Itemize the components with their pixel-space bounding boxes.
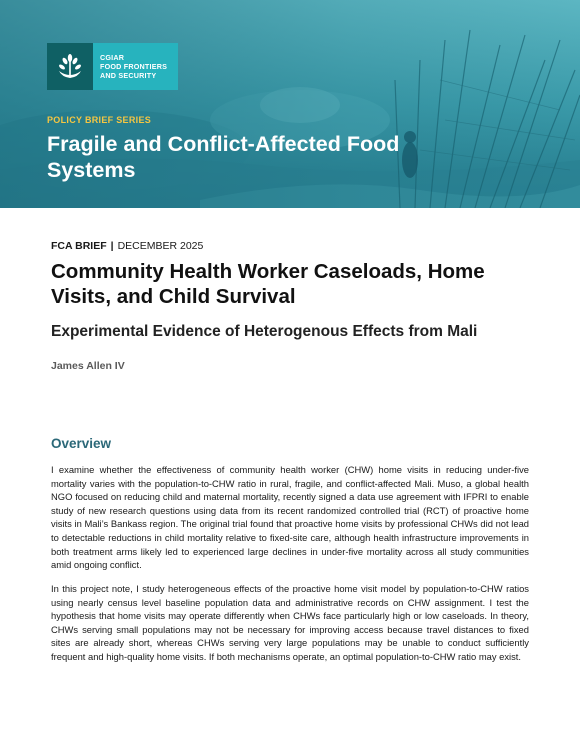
overview-paragraph-2: In this project note, I study heterogeneous effects of the proactive home visit model by population-to-CHW ratios using nearly census level baseline population data and administrative records on CHW assignment. I test the hypothesis that home visits may operate differently when CHWs face particularly high or low caseloads. In theory, CHWs serving small populations may not be necessary for improving access because travel distances to fixed sites are already short, whereas CHWs serving very large populations may be unable to conduct sufficiently frequent and high-quality home visits. If both mechanisms operate, an optimal population-to-CHW ratio may exist.	[51, 583, 529, 662]
logo-org-line3: AND SECURITY	[100, 71, 157, 80]
logo-org-line2: FOOD FRONTIERS	[100, 62, 168, 71]
cgiar-wheat-icon	[47, 43, 93, 90]
author-name: James Allen IV	[51, 360, 125, 372]
series-label: POLICY BRIEF SERIES	[47, 115, 152, 125]
document-subtitle: Experimental Evidence of Heterogenous Effects from Mali	[51, 323, 478, 340]
brief-label: FCA BRIEF	[51, 240, 107, 252]
overview-paragraph-1: I examine whether the effectiveness of community health worker (CHW) home visits in reducing under-five mortality varies with the population-to-CHW ratio in rural, fragile, and conflict-affected Mali. Muso, a global health NGO focused on reducing child and maternal mortality, recently signed a data use agreement with IFPRI to enable study of new research questions using data from its recent randomized controlled trial (RCT) of proactive home visits in Mali’s Bankass region. The original trial found that proactive home visits by professional CHWs did not lead to detectable reductions in child mortality relative to fixed-site care, although health infrastructure improvements in both treatment arms likely led to experienced large declines in under-five mortality across all study communities amid ongoing conflict.	[51, 464, 529, 571]
logo-org-line1: CGIAR	[100, 53, 125, 62]
document-title: Community Health Worker Caseloads, Home Visits, and Child Survival	[51, 260, 485, 308]
cgiar-logo-text	[100, 53, 167, 80]
hero-banner	[0, 0, 580, 208]
cgiar-logo[interactable]	[47, 43, 178, 90]
overview-heading: Overview	[51, 436, 112, 451]
meta-separator: |	[110, 240, 114, 252]
series-title: Fragile and Conflict-Affected Food Systems	[47, 132, 400, 182]
brief-date: DECEMBER 2025	[117, 240, 204, 252]
brief-meta	[51, 240, 203, 252]
